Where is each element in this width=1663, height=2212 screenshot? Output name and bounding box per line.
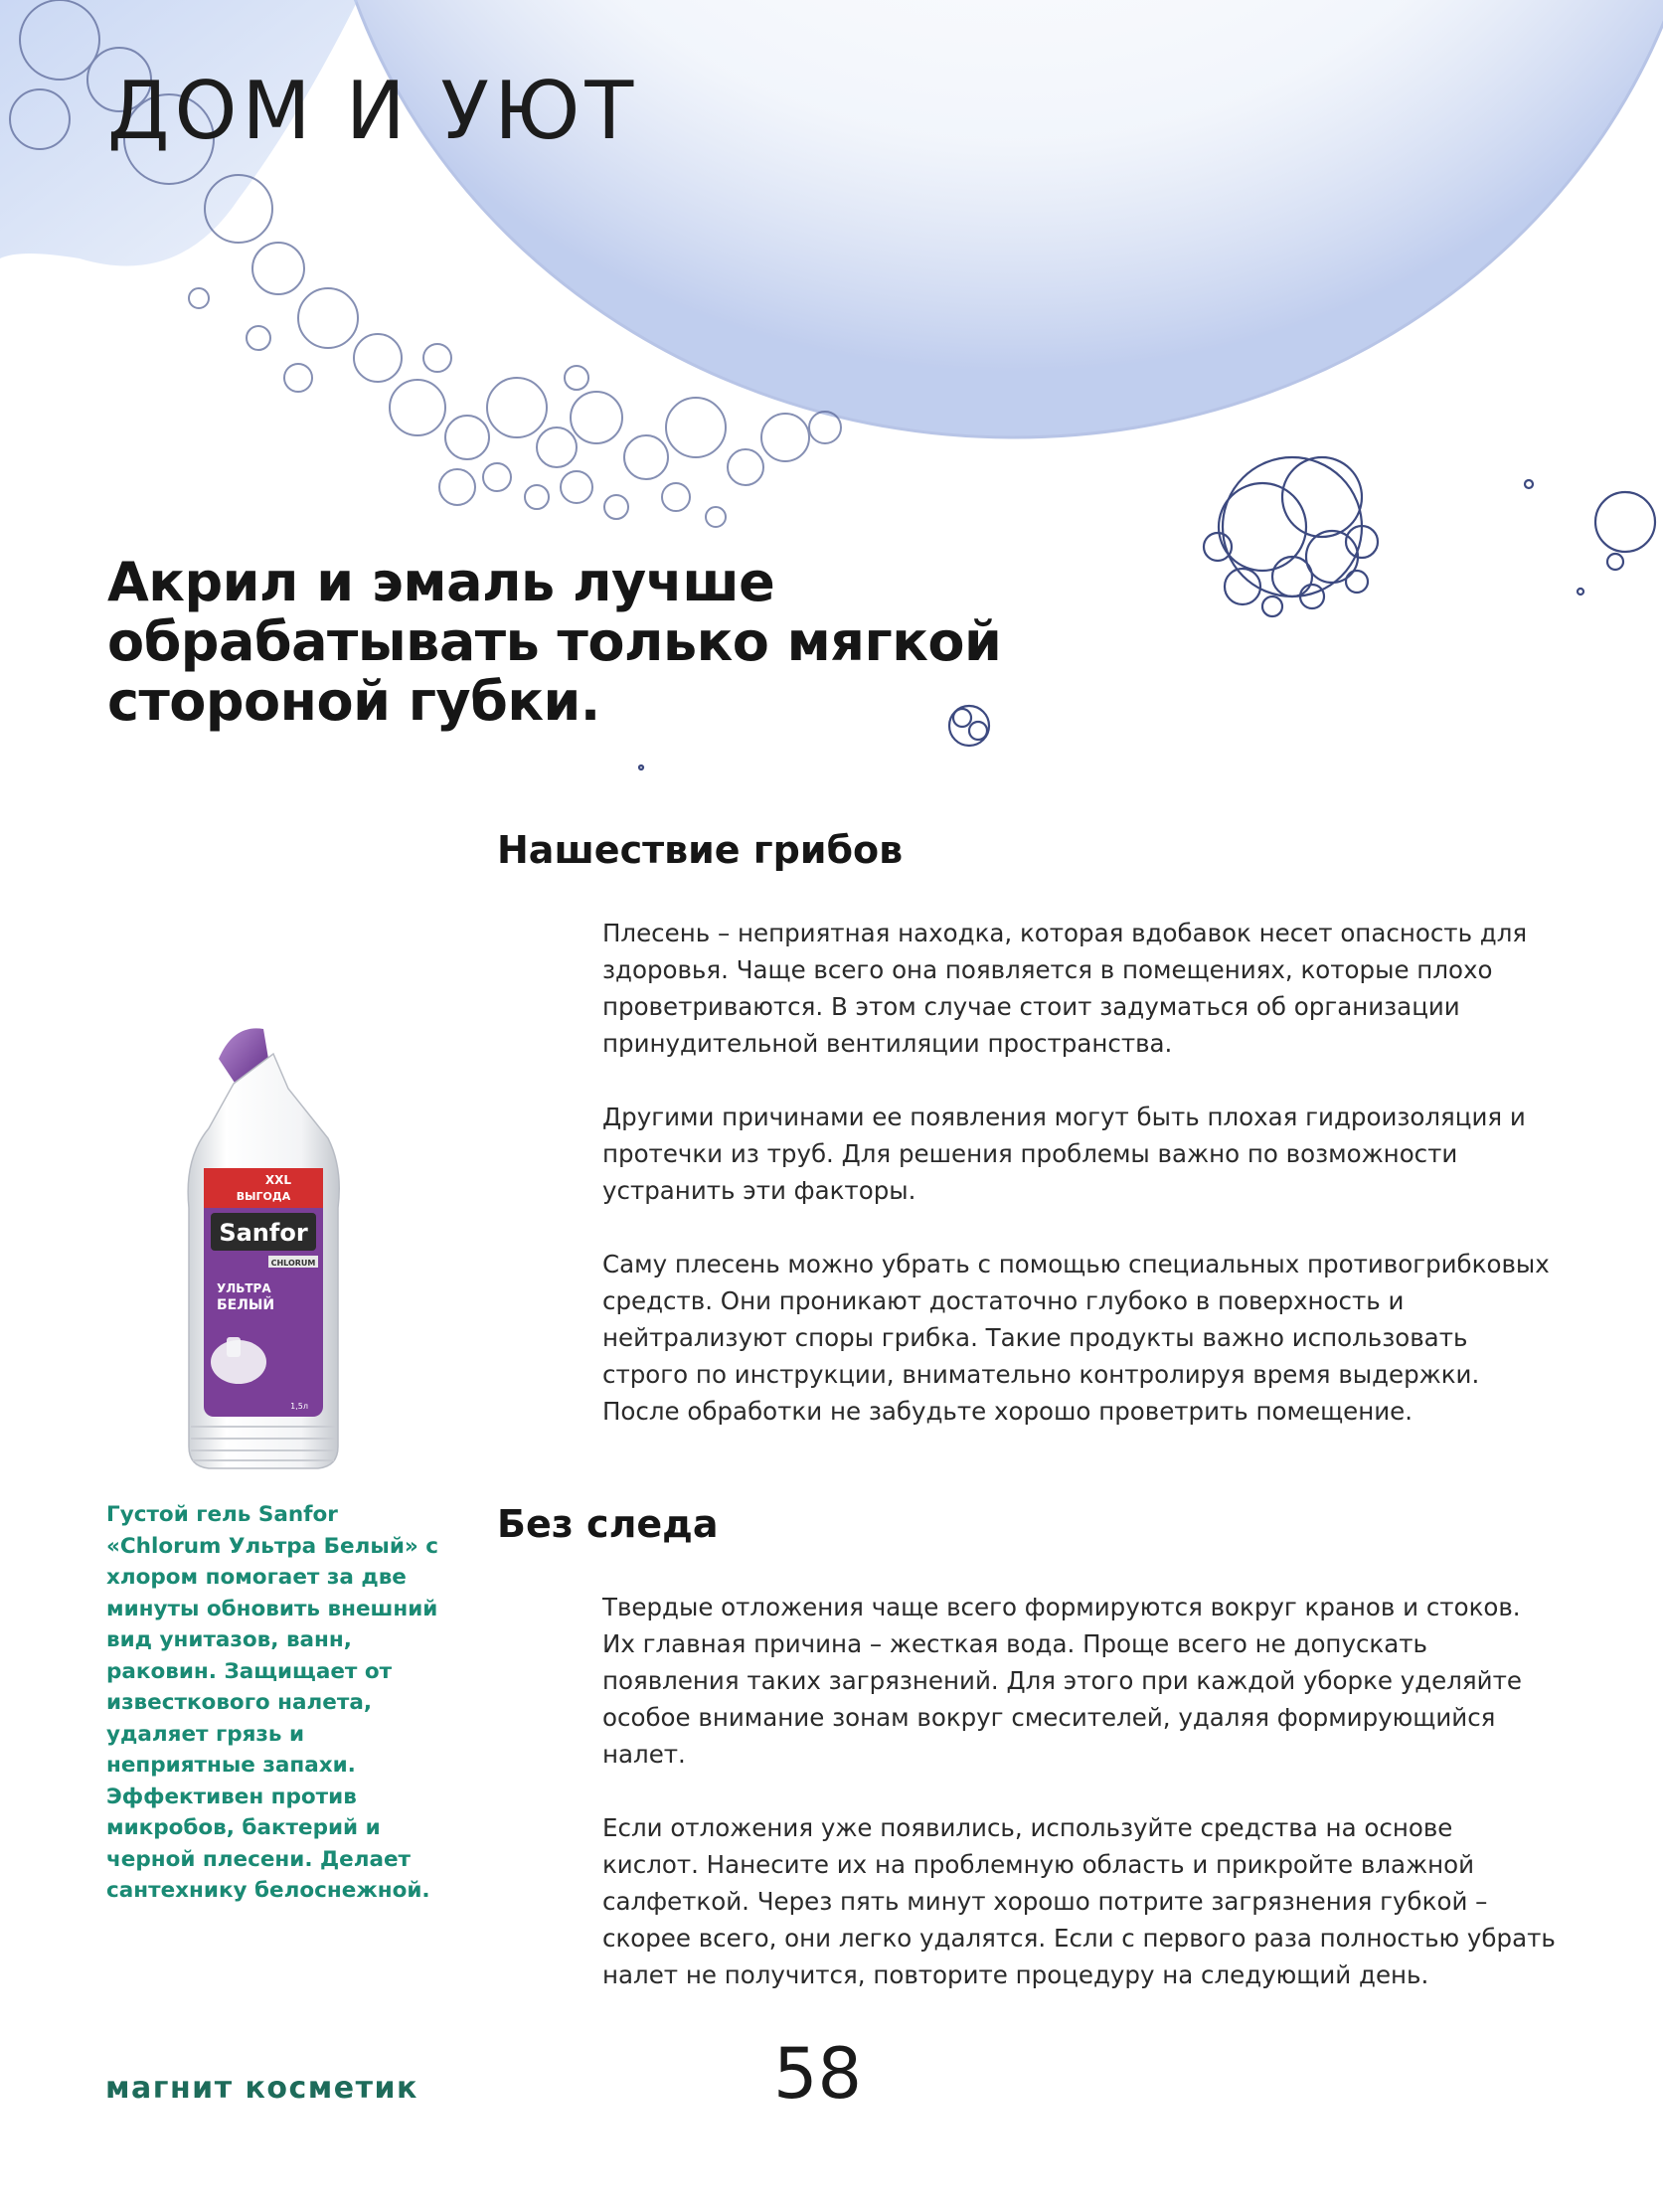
product-brand: Sanfor	[219, 1219, 308, 1247]
article-paragraph: Другими причинами ее появления могут быть плохая гидроизоляция и протечки из труб. Для решения проблемы важно по возможности устранить эти факторы.	[602, 1103, 1526, 1205]
headline: Акрил и эмаль лучше обрабатывать только мягкой стороной губки.	[107, 551, 1002, 733]
product-variant-line2: БЕЛЫЙ	[217, 1297, 275, 1313]
article-limescale	[497, 1501, 1571, 2030]
article-paragraph: Твердые отложения чаще всего формируются вокруг кранов и стоков. Их главная причина – жесткая вода. Проще всего не допускать появления таких загрязнений. Для этого при каждой уборке уделяйте особое внимание зонам вокруг смесителей, удаляя формирующийся налет.	[602, 1593, 1522, 1769]
product-sub-brand: CHLORUM	[270, 1259, 316, 1268]
article-title: Нашествие грибов	[497, 828, 904, 872]
article-title: Без следа	[497, 1502, 719, 1546]
article-mold	[497, 827, 1571, 1466]
product-variant-line1: УЛЬТРА	[217, 1281, 271, 1295]
product-volume: 1,5л	[290, 1402, 308, 1411]
section-title: ДОМ И УЮТ	[107, 65, 639, 157]
badge-benefit: ВЫГОДА	[236, 1190, 291, 1203]
article-paragraph: Плесень – неприятная находка, которая вдобавок несет опасность для здоровья. Чаще всего она появляется в помещениях, которые плохо проветриваются. В этом случае стоит задуматься об организации принудительной вентиляции пространства.	[602, 919, 1528, 1058]
sanfor-bottle-image	[179, 1019, 348, 1476]
badge-xxl: XXL	[264, 1173, 292, 1187]
footer-brand: магнит косметик	[105, 2071, 418, 2106]
article-paragraph: Если отложения уже появились, используйте средства на основе кислот. Нанесите их на проблемную область и прикройте влажной салфеткой. Через пять минут хорошо потрите загрязнения губкой – скорее всего, они легко удалятся. Если с первого раза полностью убрать налет не получится, повторите процедуру на следующий день.	[602, 1813, 1556, 1989]
article-paragraph: Саму плесень можно убрать с помощью специальных противогрибковых средств. Они проникают достаточно глубоко в поверхность и нейтрализуют споры грибка. Такие продукты важно использовать строго по инструкции, внимательно контролируя время выдержки. После обработки не забудьте хорошо проветрить помещение.	[602, 1250, 1550, 1426]
page-number: 58	[773, 2033, 863, 2115]
product-caption: Густой гель Sanfor «Chlorum Ультра Белый» с хлором помогает за две минуты обновить внешний вид унитазов, ванн, раковин. Защищает от известкового налета, удаляет грязь и неприятные запахи. Эффективен против микробов, бактерий и черной плесени. Делает сантехнику белоснежной.	[106, 1502, 439, 1903]
